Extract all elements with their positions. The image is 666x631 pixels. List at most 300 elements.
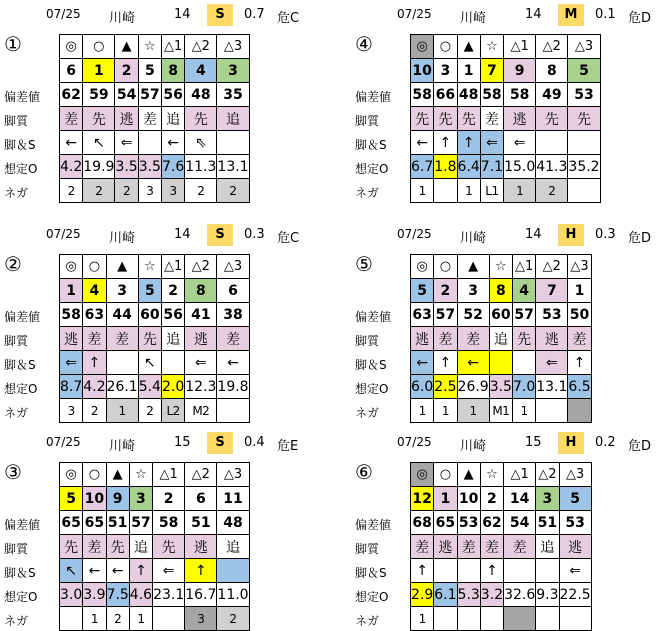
cell-neg: [60, 607, 83, 631]
row-label: 脚質: [355, 542, 380, 556]
race-grade: S: [207, 4, 233, 26]
grid-row-neg: [411, 399, 592, 423]
cell-move: ↖: [138, 351, 161, 375]
cell-style: 先: [457, 107, 480, 131]
cell-neg: 1: [411, 179, 434, 203]
race-risk: 危D: [628, 231, 652, 246]
cell-move: [489, 351, 512, 375]
cell-odds: 2.5: [434, 375, 457, 399]
row-label: 偏差値: [4, 90, 41, 104]
race-value: 0.7: [244, 7, 265, 22]
cell-style: 逃: [559, 535, 591, 559]
cell-dev: 51: [536, 511, 559, 535]
cell-style: 追: [217, 107, 249, 131]
cell-horses: 1: [60, 279, 83, 303]
cell-marks: ☆: [489, 255, 512, 279]
cell-neg: [536, 399, 568, 423]
race-number: ②: [4, 252, 22, 276]
cell-dev: 68: [411, 511, 434, 535]
cell-horses: 1: [568, 279, 591, 303]
cell-style: 追: [161, 327, 184, 351]
cell-style: 先: [60, 535, 83, 559]
race-value: 0.4: [244, 435, 265, 450]
race-value: 0.3: [244, 227, 265, 242]
cell-move: ↑: [568, 351, 591, 375]
cell-style: 差: [568, 327, 591, 351]
cell-horses: 4: [512, 279, 535, 303]
cell-horses: 6: [217, 279, 249, 303]
race-venue: 川崎: [109, 231, 136, 246]
cell-marks: ▲: [106, 463, 129, 487]
cell-marks: △3: [559, 463, 591, 487]
cell-horses: 3: [536, 487, 559, 511]
cell-neg: [434, 179, 457, 203]
cell-style: 差: [217, 327, 249, 351]
cell-marks: △1: [512, 255, 535, 279]
cell-move: ⇖: [185, 131, 217, 155]
cell-horses: 1: [83, 59, 115, 83]
grid-row-dev: [60, 511, 250, 535]
cell-move: ←: [161, 131, 184, 155]
cell-marks: △1: [161, 255, 184, 279]
cell-horses: 5: [411, 279, 434, 303]
row-label: 脚＆S: [4, 358, 36, 372]
grid-row-style: [411, 535, 592, 559]
cell-odds: 7.0: [512, 375, 535, 399]
cell-odds: 3.2: [480, 583, 503, 607]
race-count: 15: [525, 435, 542, 450]
cell-horses: 6: [60, 59, 83, 83]
cell-move: ⇐: [153, 559, 185, 583]
cell-dev: 63: [411, 303, 434, 327]
cell-dev: 51: [106, 511, 129, 535]
cell-neg: [457, 607, 480, 631]
cell-move: ↑: [185, 559, 217, 583]
horse-grid: [410, 462, 592, 631]
cell-style: 逃: [434, 535, 457, 559]
cell-dev: 66: [434, 83, 457, 107]
race-venue: 川崎: [460, 439, 487, 454]
cell-neg: 1: [457, 179, 480, 203]
cell-odds: 2.9: [411, 583, 434, 607]
cell-neg: [536, 607, 559, 631]
cell-move: ↖: [60, 559, 83, 583]
cell-dev: 44: [106, 303, 138, 327]
cell-move: ↖: [83, 131, 115, 155]
cell-marks: ☆: [480, 463, 503, 487]
cell-dev: 58: [411, 83, 434, 107]
row-label: 脚質: [4, 114, 29, 128]
cell-odds: 3.5: [489, 375, 512, 399]
cell-odds: 41.3: [536, 155, 568, 179]
cell-horses: 1: [434, 487, 457, 511]
row-label: 想定O: [355, 590, 389, 604]
grid-row-odds: [60, 375, 250, 399]
cell-move: [504, 559, 536, 583]
grid-row-move: [411, 351, 592, 375]
grid-row-move: [60, 351, 250, 375]
cell-odds: 22.5: [559, 583, 591, 607]
cell-style: 先: [536, 107, 568, 131]
race-count: 15: [174, 435, 191, 450]
cell-marks: △1: [504, 35, 536, 59]
cell-horses: 3: [106, 279, 138, 303]
cell-style: 先: [185, 107, 217, 131]
race-date: 07/25: [397, 435, 432, 449]
cell-move: ←: [411, 131, 434, 155]
cell-move: ←: [217, 351, 249, 375]
cell-marks: ◎: [60, 255, 83, 279]
cell-neg: [153, 607, 185, 631]
cell-dev: 65: [434, 511, 457, 535]
cell-odds: 3.5: [115, 155, 138, 179]
cell-marks: △2: [185, 35, 217, 59]
cell-odds: 32.6: [504, 583, 536, 607]
cell-odds: 1.8: [434, 155, 457, 179]
cell-style: 追: [217, 535, 249, 559]
row-label: 偏差値: [355, 90, 392, 104]
cell-neg: 1: [434, 399, 457, 423]
grid-row-odds: [411, 583, 592, 607]
grid-row-style: [60, 327, 250, 351]
cell-horses: 3: [129, 487, 152, 511]
cell-odds: 35.2: [568, 155, 600, 179]
cell-move: ⇐: [480, 131, 503, 155]
cell-horses: 14: [504, 487, 536, 511]
cell-dev: 57: [512, 303, 535, 327]
grid-row-marks: [411, 463, 592, 487]
grid-row-move: [60, 131, 250, 155]
cell-odds: 7.1: [480, 155, 503, 179]
cell-odds: 6.4: [457, 155, 480, 179]
horse-grid: [59, 462, 250, 631]
cell-move: [536, 131, 568, 155]
cell-neg: [559, 607, 591, 631]
race-number: ⑤: [355, 252, 373, 276]
grid-row-dev: [411, 303, 592, 327]
row-label: 想定O: [4, 382, 38, 396]
cell-style: 差: [504, 535, 536, 559]
cell-horses: 6: [185, 487, 217, 511]
cell-marks: ○: [83, 463, 106, 487]
cell-style: 差: [138, 107, 161, 131]
cell-marks: ◎: [60, 35, 83, 59]
cell-dev: 48: [457, 83, 480, 107]
cell-neg: 2: [217, 179, 249, 203]
cell-marks: ◎: [411, 463, 434, 487]
cell-neg: [568, 179, 600, 203]
cell-marks: ◎: [60, 463, 83, 487]
race-risk: 危D: [628, 439, 652, 454]
cell-dev: 65: [83, 511, 106, 535]
race-number: ③: [4, 460, 22, 484]
cell-style: 差: [480, 107, 503, 131]
cell-move: ↑: [411, 559, 434, 583]
cell-horses: 12: [411, 487, 434, 511]
cell-style: 追: [536, 535, 559, 559]
cell-style: 逃: [504, 107, 536, 131]
cell-odds: 11.3: [185, 155, 217, 179]
cell-marks: △2: [536, 463, 559, 487]
cell-move: [161, 351, 184, 375]
cell-move: [536, 559, 559, 583]
cell-move: [138, 131, 161, 155]
row-label: 想定O: [355, 162, 389, 176]
row-label: 偏差値: [355, 310, 392, 324]
race-risk: 危D: [628, 11, 652, 26]
cell-marks: ○: [434, 35, 457, 59]
cell-horses: 8: [536, 59, 568, 83]
cell-move: [457, 559, 480, 583]
cell-style: 差: [457, 535, 480, 559]
race-venue: 川崎: [109, 439, 136, 454]
cell-neg: [480, 607, 503, 631]
grid-row-move: [60, 559, 250, 583]
cell-odds: 19.8: [217, 375, 249, 399]
race-count: 14: [174, 7, 191, 22]
cell-dev: 62: [480, 511, 503, 535]
cell-marks: ▲: [457, 463, 480, 487]
cell-neg: 2: [536, 179, 568, 203]
grid-row-horses: [60, 279, 250, 303]
row-label: 偏差値: [4, 310, 41, 324]
cell-dev: 41: [185, 303, 217, 327]
cell-dev: 58: [153, 511, 185, 535]
cell-odds: 9.3: [536, 583, 559, 607]
grid-row-marks: [411, 255, 592, 279]
cell-marks: ☆: [129, 463, 152, 487]
cell-move: [434, 559, 457, 583]
cell-dev: 53: [457, 511, 480, 535]
grid-row-marks: [60, 463, 250, 487]
cell-horses: 3: [457, 279, 489, 303]
cell-dev: 54: [504, 511, 536, 535]
race-number: ⑥: [355, 460, 373, 484]
grid-row-style: [60, 535, 250, 559]
cell-move: ↑: [457, 131, 480, 155]
cell-marks: △3: [217, 255, 249, 279]
cell-move: ←: [60, 131, 83, 155]
cell-move: ⇐: [185, 351, 217, 375]
cell-neg: 2: [217, 607, 249, 631]
cell-odds: 11.0: [217, 583, 249, 607]
cell-marks: △2: [185, 255, 217, 279]
race-count: 14: [174, 227, 191, 242]
cell-marks: ○: [434, 463, 457, 487]
cell-neg: M2: [185, 399, 217, 423]
cell-marks: △3: [217, 35, 249, 59]
cell-style: 先: [411, 107, 434, 131]
row-label: ネガ: [4, 406, 29, 420]
cell-style: 逃: [115, 107, 138, 131]
race-grade: S: [207, 224, 233, 246]
grid-row-dev: [411, 83, 601, 107]
cell-horses: 4: [185, 59, 217, 83]
cell-marks: ▲: [115, 35, 138, 59]
cell-neg: 2: [115, 179, 138, 203]
cell-move: ↑: [434, 131, 457, 155]
cell-marks: ○: [83, 255, 106, 279]
cell-horses: 8: [489, 279, 512, 303]
cell-style: 先: [512, 327, 535, 351]
cell-style: 追: [161, 107, 184, 131]
cell-neg: 2: [185, 179, 217, 203]
cell-dev: 56: [161, 83, 184, 107]
race-risk: 危E: [277, 439, 299, 454]
cell-dev: 48: [217, 511, 249, 535]
cell-horses: 9: [106, 487, 129, 511]
cell-horses: 9: [504, 59, 536, 83]
grid-row-horses: [411, 487, 592, 511]
race-date: 07/25: [46, 227, 81, 241]
cell-odds: 8.7: [60, 375, 83, 399]
grid-row-dev: [411, 511, 592, 535]
cell-horses: 8: [185, 279, 217, 303]
row-label: ネガ: [355, 406, 380, 420]
cell-neg: [568, 399, 591, 423]
grid-row-horses: [60, 59, 250, 83]
grid-row-style: [411, 107, 601, 131]
cell-move: [217, 131, 249, 155]
cell-neg: M1: [489, 399, 512, 423]
grid-row-dev: [60, 83, 250, 107]
cell-style: 差: [411, 535, 434, 559]
cell-horses: 10: [411, 59, 434, 83]
grid-row-odds: [411, 375, 592, 399]
row-label: 想定O: [4, 590, 38, 604]
row-label: 想定O: [4, 162, 38, 176]
cell-move: ←: [83, 559, 106, 583]
race-grade: S: [207, 432, 233, 454]
race-grade: H: [558, 224, 584, 246]
cell-style: 逃: [185, 327, 217, 351]
cell-marks: ○: [434, 255, 457, 279]
cell-dev: 35: [217, 83, 249, 107]
cell-move: ←: [106, 559, 129, 583]
cell-horses: 10: [83, 487, 106, 511]
cell-odds: 19.9: [83, 155, 115, 179]
cell-move: [568, 131, 600, 155]
cell-move: [217, 559, 249, 583]
grid-row-neg: [411, 607, 592, 631]
cell-style: 逃: [185, 535, 217, 559]
cell-move: ↑: [129, 559, 152, 583]
grid-row-marks: [60, 255, 250, 279]
race-value: 0.2: [595, 435, 616, 450]
row-label: 脚＆S: [355, 566, 387, 580]
cell-neg: [217, 399, 249, 423]
cell-marks: △2: [185, 463, 217, 487]
cell-dev: 48: [185, 83, 217, 107]
race-grade: M: [558, 4, 584, 26]
cell-odds: 6.0: [411, 375, 434, 399]
row-label: ネガ: [4, 614, 29, 628]
cell-style: 追: [489, 327, 512, 351]
cell-horses: 7: [536, 279, 568, 303]
cell-neg: 1: [83, 607, 106, 631]
cell-dev: 57: [129, 511, 152, 535]
cell-marks: ○: [83, 35, 115, 59]
row-label: 脚＆S: [4, 138, 36, 152]
cell-horses: 10: [457, 487, 480, 511]
cell-dev: 58: [60, 303, 83, 327]
cell-neg: L2: [161, 399, 184, 423]
grid-row-horses: [411, 279, 592, 303]
cell-style: 先: [83, 107, 115, 131]
row-label: 脚質: [4, 334, 29, 348]
cell-move: [106, 351, 138, 375]
race-risk: 危C: [277, 11, 300, 26]
race-risk: 危C: [277, 231, 300, 246]
cell-move: ←: [457, 351, 489, 375]
row-label: ネガ: [355, 186, 380, 200]
cell-odds: 26.1: [106, 375, 138, 399]
cell-horses: 2: [480, 487, 503, 511]
cell-style: 先: [568, 107, 600, 131]
cell-move: ↑: [434, 351, 457, 375]
cell-horses: 2: [161, 279, 184, 303]
cell-style: 差: [60, 107, 83, 131]
cell-odds: 4.2: [83, 375, 106, 399]
cell-style: 逃: [536, 327, 568, 351]
cell-odds: 7.5: [106, 583, 129, 607]
cell-marks: ☆: [138, 255, 161, 279]
cell-style: 差: [434, 327, 457, 351]
cell-odds: 5.4: [138, 375, 161, 399]
cell-dev: 63: [83, 303, 106, 327]
cell-odds: 12.3: [185, 375, 217, 399]
cell-horses: 2: [434, 279, 457, 303]
race-count: 14: [525, 7, 542, 22]
cell-neg: 3: [161, 179, 184, 203]
cell-odds: 23.1: [153, 583, 185, 607]
cell-marks: ▲: [457, 255, 489, 279]
cell-odds: 6.5: [568, 375, 591, 399]
cell-dev: 57: [138, 83, 161, 107]
cell-dev: 50: [568, 303, 591, 327]
horse-grid: [59, 34, 250, 203]
grid-row-dev: [60, 303, 250, 327]
cell-odds: 3.5: [138, 155, 161, 179]
cell-dev: 53: [568, 83, 600, 107]
horse-grid: [410, 34, 601, 203]
cell-move: ⇐: [115, 131, 138, 155]
race-date: 07/25: [397, 227, 432, 241]
cell-horses: 5: [559, 487, 591, 511]
cell-dev: 49: [536, 83, 568, 107]
cell-horses: 3: [217, 59, 249, 83]
cell-dev: 58: [504, 83, 536, 107]
cell-marks: △3: [217, 463, 249, 487]
row-label: 脚質: [355, 334, 380, 348]
cell-odds: 3.9: [83, 583, 106, 607]
race-date: 07/25: [397, 7, 432, 21]
cell-dev: 62: [60, 83, 83, 107]
cell-style: 先: [138, 327, 161, 351]
cell-horses: 3: [434, 59, 457, 83]
race-value: 0.3: [595, 227, 616, 242]
cell-neg: [434, 607, 457, 631]
cell-horses: 2: [153, 487, 185, 511]
cell-dev: 51: [185, 511, 217, 535]
cell-dev: 59: [83, 83, 115, 107]
cell-horses: 8: [161, 59, 184, 83]
cell-marks: ☆: [480, 35, 503, 59]
race-venue: 川崎: [460, 231, 487, 246]
cell-horses: 11: [217, 487, 249, 511]
race-number: ①: [4, 32, 22, 56]
cell-neg: 3: [138, 179, 161, 203]
